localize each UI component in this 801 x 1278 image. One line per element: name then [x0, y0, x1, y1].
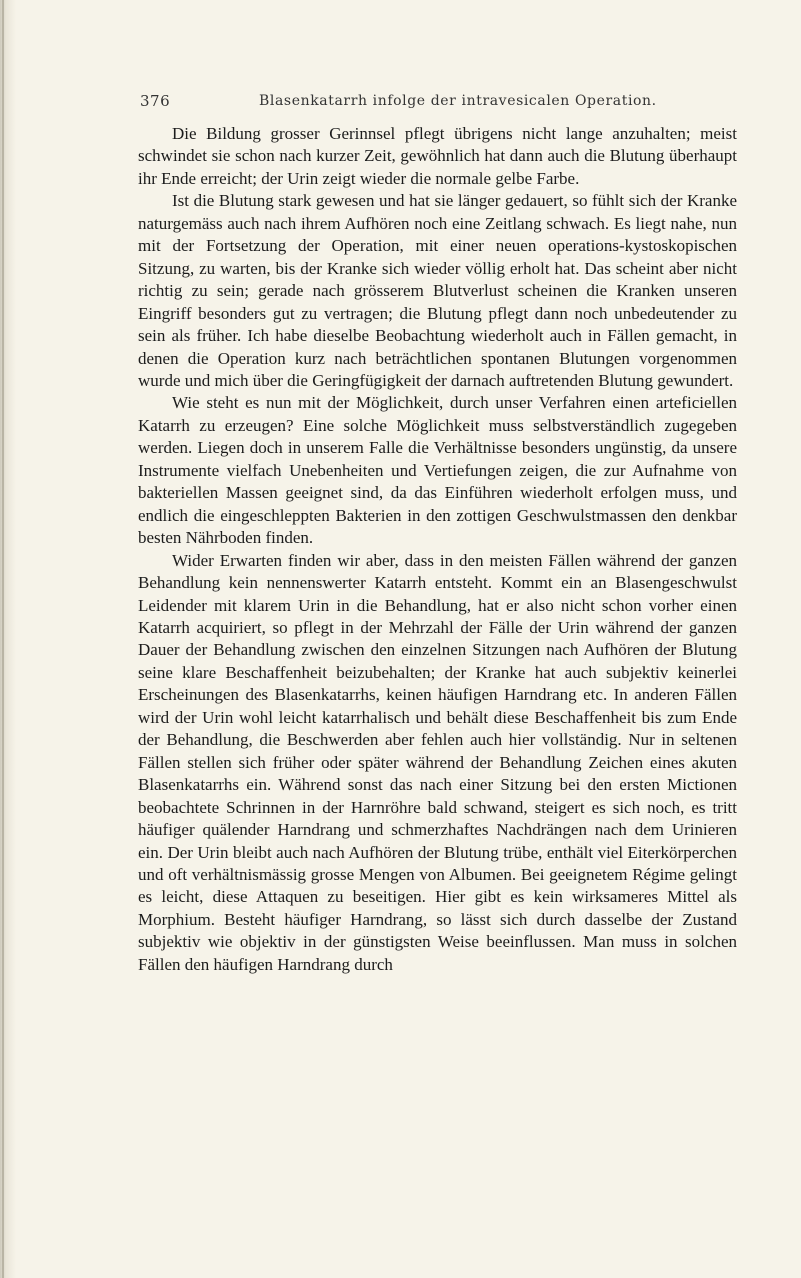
binding-gutter [2, 0, 4, 1278]
page-number: 376 [140, 92, 171, 110]
body-text [138, 123, 737, 976]
paragraph: Ist die Blutung stark gewesen und hat sie länger gedauert, so fühlt sich der Kranke naturgemäss auch nach ihrem Aufhören noch eine Zeitlang schwach. Es liegt nahe, nun mit der Fortsetzung der Operation, mit einer neuen operations-kystoskopischen Sitzung, zu warten, bis der Kranke sich wieder völlig erholt hat. Das scheint aber nicht richtig zu sein; gerade nach grösserem Blutverlust scheinen die Kranken unseren Eingriff besonders gut zu vertragen; die Blutung pflegt dann noch unbedeutender zu sein als früher. Ich habe dieselbe Beobachtung wiederholt auch in Fällen gemacht, in denen die Operation kurz nach beträchtlichen spontanen Blutungen vorgenommen wurde und mich über die Geringfügigkeit der darnach auftretenden Blutung gewundert. [138, 191, 737, 390]
running-head [140, 92, 740, 114]
paragraph: Wider Erwarten finden wir aber, dass in den meisten Fällen während der ganzen Behandlung kein nennenswerter Katarrh entsteht. Kommt ein an Blasengeschwulst Leidender mit klarem Urin in die Behandlung, hat er also nicht schon vorher einen Katarrh acquiriert, so pflegt in der Mehrzahl der Fälle der Urin während der ganzen Dauer der Behandlung zwischen den einzelnen Sitzungen nach Aufhören der Blutung seine klare Beschaffenheit beizubehalten; der Kranke hat auch subjektiv keinerlei Erscheinungen des Blasenkatarrhs, keinen häufigen Harndrang etc. In anderen Fällen wird der Urin wohl leicht katarrhalisch und behält diese Beschaffenheit bis zum Ende der Behandlung, die Beschwerden aber fehlen auch hier vollständig. Nur in seltenen Fällen stellen sich früher oder später während der Behandlung Zeichen eines akuten Blasenkatarrhs ein. Während sonst das nach einer Sitzung bei den ersten Mictionen beobachtete Schrinnen in der Harnröhre bald schwand, steigert es sich noch, es tritt häufiger quälender Harndrang und schmerzhaftes Nachdrängen nach dem Urinieren ein. Der Urin bleibt auch nach Aufhören der Blutung trübe, enthält viel Eiterkörperchen und oft verhältnismässig grosse Mengen von Albumen. Bei geeignetem Régime gelingt es leicht, diese Attaquen zu beseitigen. Hier gibt es kein wirksameres Mittel als Morphium. Besteht häufiger Harndrang, so lässt sich durch dasselbe der Zustand subjektiv wie objektiv in der günstigsten Weise beeinflussen. Man muss in solchen Fällen den häufigen Harndrang durch [138, 550, 737, 974]
running-title: Blasenkatarrh infolge der intravesicalen Operation. [259, 93, 657, 109]
paragraph: Wie steht es nun mit der Möglichkeit, durch unser Verfahren einen arteficiellen Katarrh zu erzeugen? Eine solche Möglichkeit muss selbstverständlich zugegeben werden. Liegen doch in unserem Falle die Verhältnisse besonders ungünstig, da unsere Instrumente vielfach Unebenheiten und Vertiefungen zeigen, die zur Aufnahme von bakteriellen Massen geeignet sind, da das Einführen wiederholt erfolgen muss, und endlich die eingeschleppten Bakterien in den zottigen Geschwulstmassen den denkbar besten Nährboden finden. [138, 393, 737, 548]
paragraph: Die Bildung grosser Gerinnsel pflegt übrigens nicht lange anzuhalten; meist schwindet sie schon nach kurzer Zeit, gewöhnlich hat dann auch die Blutung überhaupt ihr Ende erreicht; der Urin zeigt wieder die normale gelbe Farbe. [138, 124, 737, 188]
